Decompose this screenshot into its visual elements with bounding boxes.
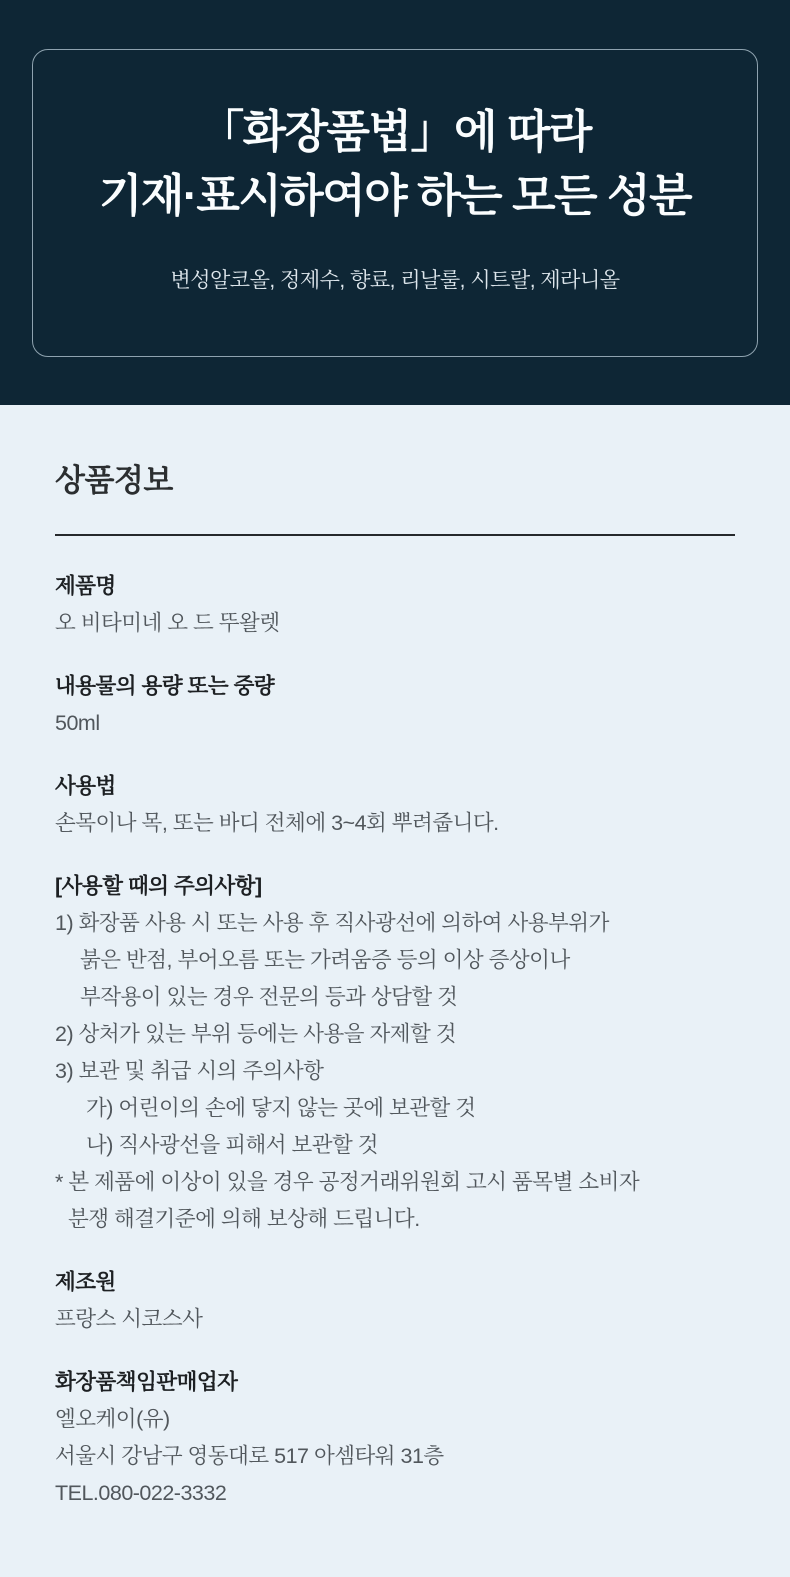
section-label: 제조원 xyxy=(55,1270,116,1294)
caution-line: 2) 상처가 있는 부위 등에는 사용을 자제할 것 xyxy=(55,1022,457,1046)
section-label: 내용물의 용량 또는 중량 xyxy=(55,674,275,698)
ingredients-list: 변성알코올, 정제수, 향료, 리날룰, 시트랄, 제라니올 xyxy=(170,269,620,292)
section-label: 화장품책임판매업자 xyxy=(55,1370,238,1394)
info-section-manufacturer xyxy=(55,1264,735,1338)
caution-line: 분쟁 해결기준에 의해 보상해 드립니다. xyxy=(68,1207,420,1231)
caution-line: 3) 보관 및 취급 시의 주의사항 xyxy=(55,1059,324,1083)
section-value: 손목이나 목, 또는 바디 전체에 3~4회 뿌려줍니다. xyxy=(55,811,499,835)
info-section-usage-cautions xyxy=(55,868,735,1238)
section-label: 제품명 xyxy=(55,574,116,598)
caution-line: 나) 직사광선을 피해서 보관할 것 xyxy=(86,1133,379,1157)
section-value: 50ml xyxy=(55,711,100,735)
section-value: 프랑스 시코스사 xyxy=(55,1307,203,1331)
caution-line: 1) 화장품 사용 시 또는 사용 후 직사광선에 의하여 사용부위가 xyxy=(55,911,609,935)
heading-divider xyxy=(55,534,735,536)
section-label: [사용할 때의 주의사항] xyxy=(55,874,262,898)
info-section-usage xyxy=(55,768,735,842)
product-info-section xyxy=(0,405,790,1577)
caution-line: 가) 어린이의 손에 닿지 않는 곳에 보관할 것 xyxy=(86,1096,476,1120)
section-value: 오 비타미네 오 드 뚜왈렛 xyxy=(55,611,280,635)
caution-line: 붉은 반점, 부어오름 또는 가려움증 등의 이상 증상이나 xyxy=(80,948,570,972)
banner-title-line-2: 기재·표시하여야 하는 모든 성분 xyxy=(98,170,692,221)
info-section-product-name xyxy=(55,568,735,642)
banner-title xyxy=(33,100,757,228)
info-section-content-volume xyxy=(55,668,735,742)
product-info-heading: 상품정보 xyxy=(55,463,173,498)
caution-line: 부작용이 있는 경우 전문의 등과 상담할 것 xyxy=(80,985,458,1009)
ingredients-banner-box xyxy=(32,49,758,357)
banner-title-line-1: 「화장품법」에 따라 xyxy=(199,106,591,157)
info-section-responsible-seller xyxy=(55,1364,735,1512)
seller-phone: TEL.080-022-3332 xyxy=(55,1481,227,1505)
caution-line: * 본 제품에 이상이 있을 경우 공정거래위원회 고시 품목별 소비자 xyxy=(55,1170,640,1194)
ingredients-banner xyxy=(0,0,790,405)
section-label: 사용법 xyxy=(55,774,116,798)
seller-name: 엘오케이(유) xyxy=(55,1407,170,1431)
seller-address: 서울시 강남구 영동대로 517 아셈타워 31층 xyxy=(55,1444,444,1468)
